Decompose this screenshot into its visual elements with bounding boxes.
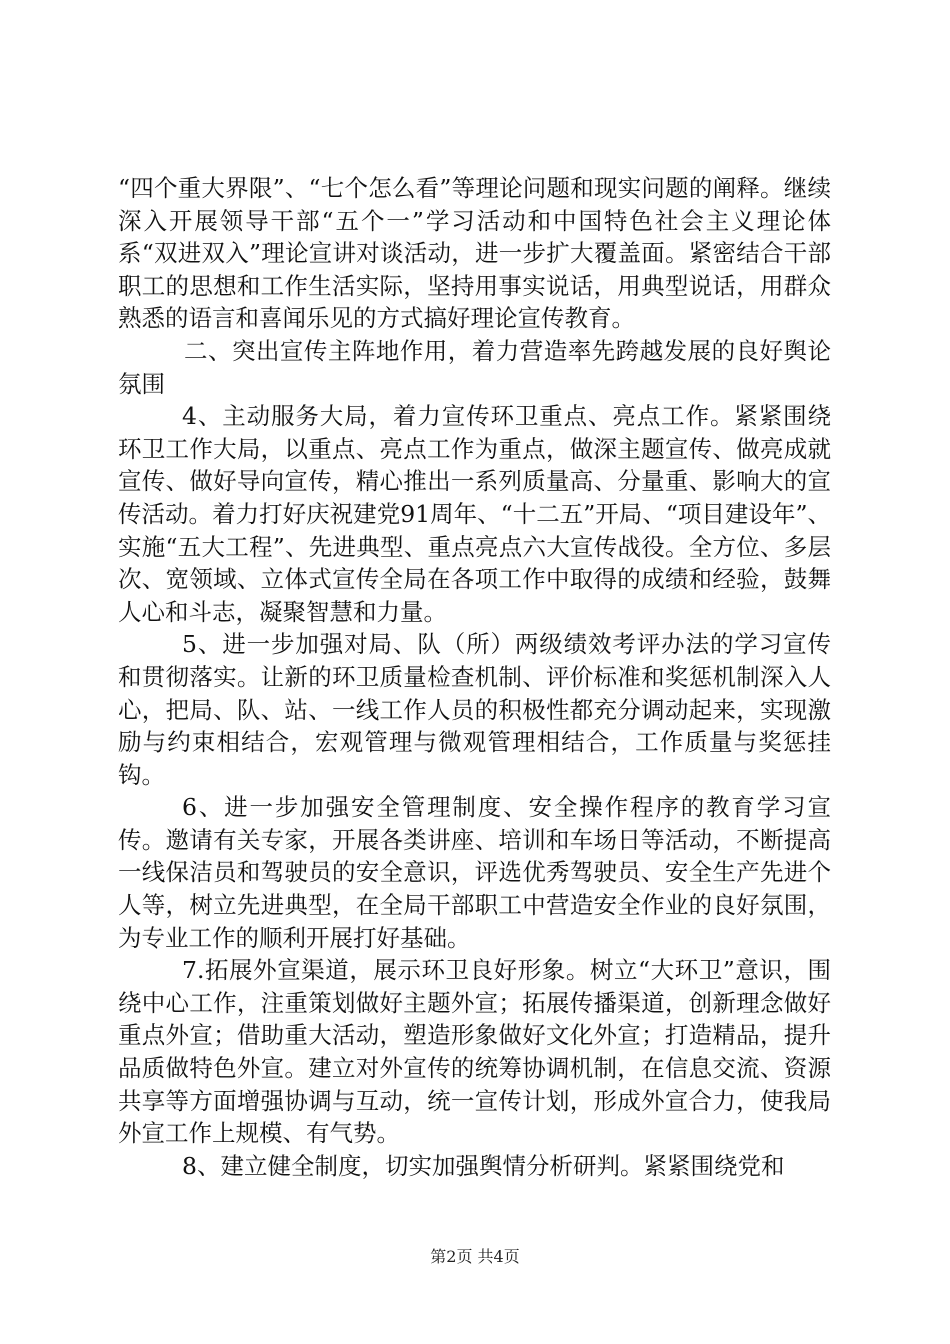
paragraph-continuation: “四个重大界限”、“七个怎么看”等理论问题和现实问题的阐释。继续深入开展领导干部“五个一”学习活动和中国特色社会主义理论体系“双进双入”理论宣讲对谈活动，进一步扩大覆盖面。紧密结合干部职工的思想和工作生活实际，坚持用事实说话，用典型说话，用群众熟悉的语言和喜闻乐见的方式搞好理论宣传教育。: [118, 174, 831, 333]
document-body: [118, 172, 831, 1182]
paragraph-item-7: 7.拓展外宣渠道，展示环卫良好形象。树立“大环卫”意识，围绕中心工作，注重策划做好主题外宣；拓展传播渠道，创新理念做好重点外宣；借助重大活动，塑造形象做好文化外宣；打造精品，提升品质做特色外宣。建立对外宣传的统筹协调机制，在信息交流、资源共享等方面增强协调与互动，统一宣传计划，形成外宣合力，使我局外宣工作上规模、有气势。: [118, 956, 831, 1148]
paragraph-item-8: 8、建立健全制度，切实加强舆情分析研判。紧紧围绕党和: [182, 1151, 785, 1180]
paragraph-item-6: 6、进一步加强安全管理制度、安全操作程序的教育学习宣传。邀请有关专家，开展各类讲座、培训和车场日等活动，不断提高一线保洁员和驾驶员的安全意识，评选优秀驾驶员、安全生产先进个人等，树立先进典型，在全局干部职工中营造安全作业的良好氛围，为专业工作的顺利开展打好基础。: [118, 793, 831, 952]
paragraph-item-5: 5、进一步加强对局、队（所）两级绩效考评办法的学习宣传和贯彻落实。让新的环卫质量检查机制、评价标准和奖惩机制深入人心，把局、队、站、一线工作人员的积极性都充分调动起来，实现激励与约束相结合，宏观管理与微观管理相结合，工作质量与奖惩挂钩。: [118, 630, 831, 789]
page-number-footer: 第2页 共4页: [430, 1247, 520, 1266]
section-heading: 二、突出宣传主阵地作用，着力营造率先跨越发展的良好舆论氛围: [118, 336, 831, 398]
paragraph-item-4: 4、主动服务大局，着力宣传环卫重点、亮点工作。紧紧围绕环卫工作大局，以重点、亮点工作为重点，做深主题宣传、做亮成就宣传、做好导向宣传，精心推出一系列质量高、分量重、影响大的宣传活动。着力打好庆祝建党91周年、“十二五”开局、“项目建设年”、实施“五大工程”、先进典型、重点亮点六大宣传战役。全方位、多层次、宽领域、立体式宣传全局在各项工作中取得的成绩和经验，鼓舞人心和斗志，凝聚智慧和力量。: [118, 402, 831, 626]
